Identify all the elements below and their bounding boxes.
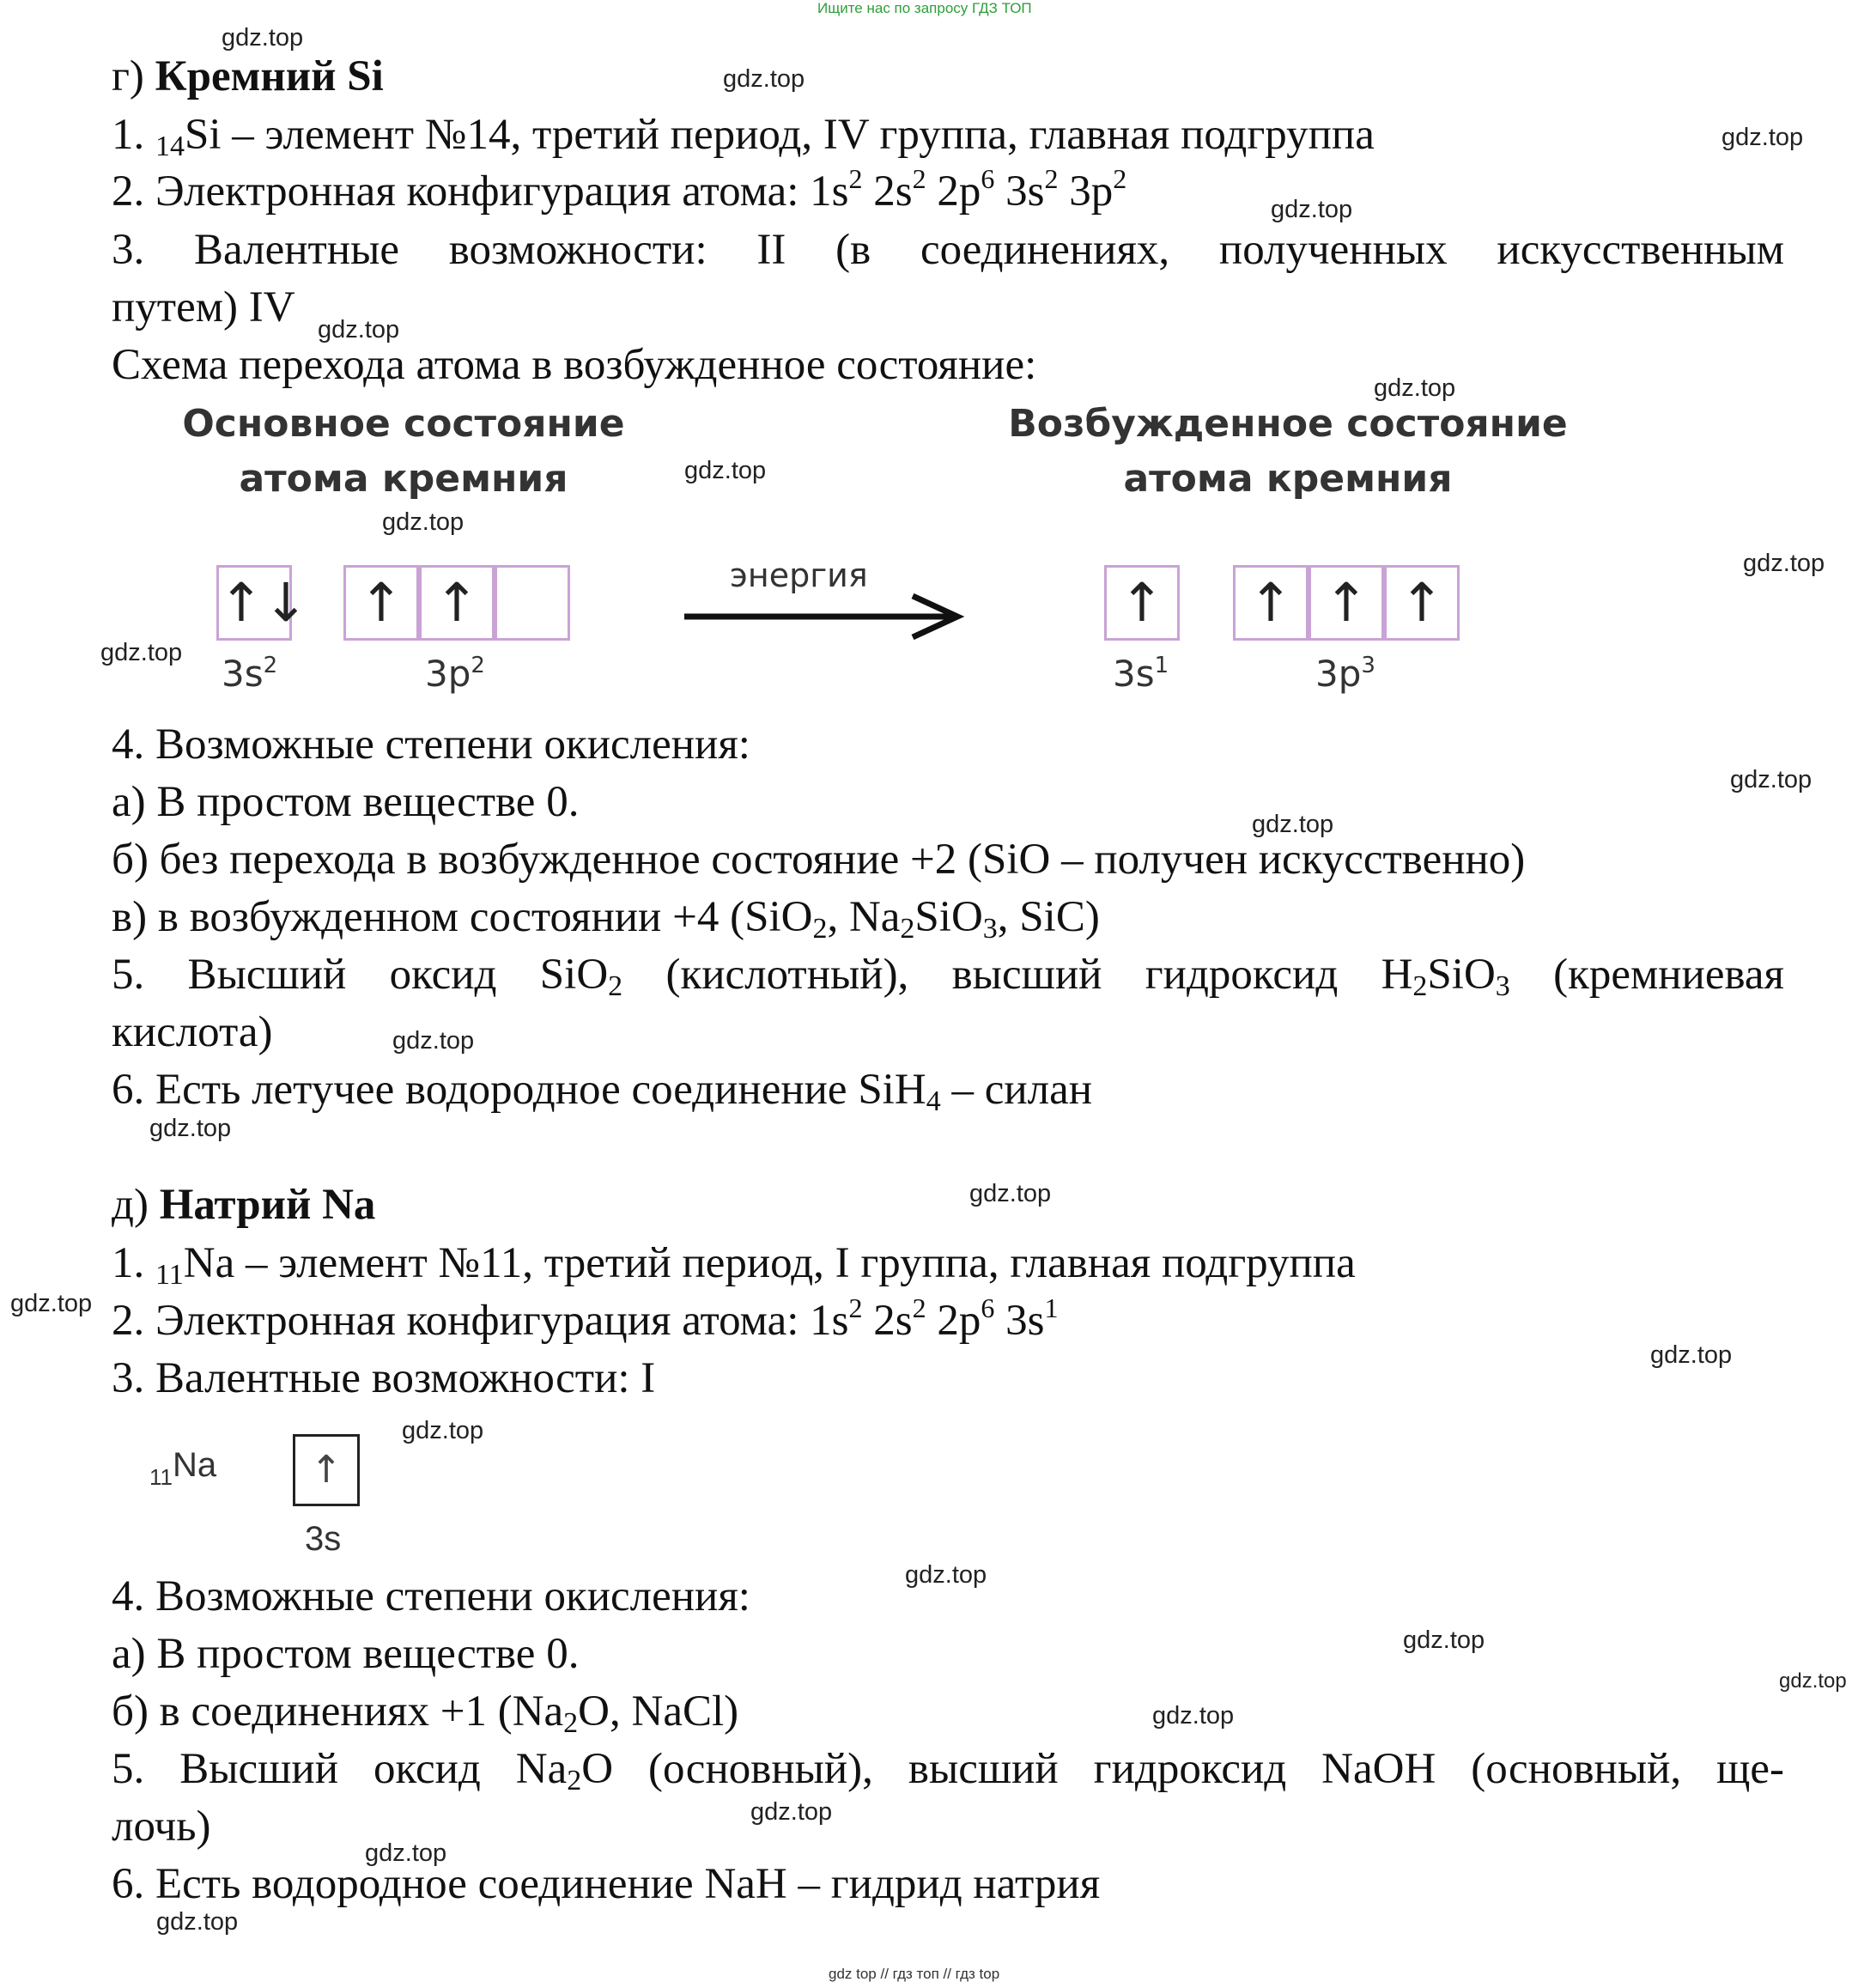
na-p4b-t1: б) в соединениях +1 (Na: [112, 1687, 564, 1736]
si-point-4c: [112, 891, 1100, 949]
watermark: gdz.top: [1650, 1341, 1733, 1369]
ground-3p-box-1: ↑: [343, 565, 419, 641]
si-point-3b: путем) IV: [112, 283, 295, 331]
si-p5-s2: 2: [1412, 970, 1428, 1002]
excited-3s-base: 3s: [1113, 653, 1155, 695]
watermark: gdz.top: [1271, 196, 1353, 223]
excited-3p-box-3: ↑: [1384, 565, 1460, 641]
footer-text: gdz top // гдз топ // гдз top: [829, 1966, 1000, 1982]
watermark: gdz.top: [905, 1561, 987, 1589]
na-p2-t4: 3s: [994, 1297, 1045, 1345]
na-diagram-symbol: Na: [173, 1446, 217, 1484]
si-point-4a: а) В простом веществе 0.: [112, 778, 580, 826]
na-diagram-label: [149, 1446, 217, 1490]
na-p5-s1: 2: [567, 1765, 582, 1796]
ground-3s-box: ↑↓: [216, 565, 292, 641]
si-p4c-t3: SiO: [914, 893, 983, 941]
si-point-1: [112, 108, 1375, 167]
watermark: gdz.top: [1730, 766, 1812, 793]
na-p1-sub: 11: [155, 1259, 184, 1291]
si-p2-t1: 2. Электронная конфигурация атома: 1s: [112, 167, 849, 216]
na-p2-s4: 1: [1044, 1292, 1059, 1323]
si-p1-text: Si – элемент №14, третий период, IV группа, главная подгруппа: [185, 111, 1375, 159]
ground-3p-box-3: [495, 565, 570, 641]
na-point-6: 6. Есть водородное соединение NaH – гидрид натрия: [112, 1860, 1101, 1908]
na-point-5b: лочь): [112, 1803, 211, 1851]
si-p1-num: 1.: [112, 111, 155, 159]
watermark: gdz.top: [1743, 550, 1825, 577]
si-p2-s5: 2: [1113, 163, 1127, 194]
si-p2-s3: 6: [981, 163, 995, 194]
energy-label: энергия: [730, 556, 868, 594]
na-p2-s2: 2: [912, 1292, 926, 1323]
ground-3s-sup: 2: [263, 653, 278, 678]
si-point-6: [112, 1063, 1092, 1122]
si-p2-t4: 3s: [994, 167, 1045, 216]
na-p5-t1: 5. Высший оксид Na: [112, 1745, 568, 1793]
excited-3p-base: 3p: [1315, 653, 1362, 695]
watermark: gdz.top: [222, 24, 304, 52]
ground-3p-sup: 2: [471, 653, 485, 678]
excited-3s-sup: 1: [1154, 653, 1169, 678]
si-point-5: [112, 948, 1784, 1006]
ground-title-line1: Основное состояние: [182, 402, 625, 446]
si-heading-prefix: г): [112, 52, 155, 100]
na-heading-title: Натрий Na: [159, 1181, 376, 1229]
si-point-2: [112, 165, 1126, 222]
excited-3p-label: [1315, 653, 1375, 695]
si-heading: [112, 50, 384, 103]
si-p5-s1: 2: [608, 970, 623, 1002]
watermark: gdz.top: [750, 1798, 833, 1826]
si-p6-t1: 6. Есть летучее водородное соединение SiH: [112, 1066, 926, 1114]
si-heading-title: Кремний Si: [155, 52, 384, 100]
watermark: gdz.top: [1374, 374, 1456, 402]
na-diagram-sub: 11: [149, 1464, 173, 1490]
si-p4c-t1: в) в возбужденном состоянии +4 (SiO: [112, 893, 813, 941]
watermark: gdz.top: [684, 457, 767, 484]
si-p1-sub: 14: [155, 131, 185, 162]
excited-3p-box-2: ↑: [1308, 565, 1384, 641]
si-point-4b: б) без перехода в возбужденное состояние +2 (SiO – получен искусственно): [112, 836, 1526, 884]
na-p2-t1: 2. Электронная конфигурация атома: 1s: [112, 1297, 849, 1345]
na-3s-box: ↑: [293, 1434, 360, 1506]
ground-3p-base: 3p: [425, 653, 471, 695]
excited-3s-box: ↑: [1104, 565, 1180, 641]
watermark: gdz.top: [365, 1839, 447, 1867]
si-p5-s3: 3: [1495, 970, 1510, 1002]
na-3s-label: 3s: [305, 1520, 342, 1558]
watermark: gdz.top: [1403, 1626, 1485, 1654]
si-p5-t1: 5. Высший оксид SiO: [112, 951, 609, 999]
na-point-3: 3. Валентные возможности: I: [112, 1354, 656, 1402]
excited-state-title: [996, 397, 1580, 507]
na-p1-num: 1.: [112, 1239, 155, 1287]
na-point-4a: а) В простом веществе 0.: [112, 1630, 580, 1678]
si-p2-s4: 2: [1044, 163, 1059, 194]
na-p2-t3: 2p: [926, 1297, 981, 1345]
excited-3s-label: [1113, 653, 1169, 695]
si-p6-s1: 4: [926, 1085, 941, 1117]
na-point-1: [112, 1237, 1356, 1295]
ground-3p-label: [425, 653, 485, 695]
si-scheme-caption: Схема перехода атома в возбужденное состояние:: [112, 341, 1037, 389]
na-p5-t2: O (основный), высший гидроксид NaOH (основный, ще-: [581, 1745, 1784, 1793]
ground-state-title: [163, 397, 644, 507]
si-p4c-s2: 2: [900, 913, 915, 945]
si-p6-t2: – силан: [940, 1066, 1092, 1114]
na-p2-s1: 2: [848, 1292, 863, 1323]
si-p4c-s3: 3: [982, 913, 998, 945]
si-point-4: 4. Возможные степени окисления:: [112, 720, 750, 769]
si-p2-t2: 2s: [862, 167, 913, 216]
si-p2-s2: 2: [912, 163, 926, 194]
si-p2-t5: 3p: [1058, 167, 1114, 216]
na-p2-s3: 6: [981, 1292, 995, 1323]
excited-title-line2: атома кремния: [1123, 457, 1453, 501]
excited-3p-sup: 3: [1361, 653, 1375, 678]
watermark: gdz.top: [402, 1417, 484, 1444]
watermark: gdz.top: [382, 508, 464, 536]
watermark: gdz.top: [969, 1180, 1052, 1207]
watermark: gdz.top: [149, 1115, 232, 1142]
na-heading: [112, 1178, 375, 1231]
si-point-3a: 3. Валентные возможности: II (в соединениях, полученных искусственным: [112, 226, 1784, 274]
si-p4c-t4: , SiC): [997, 893, 1100, 941]
na-p4b-s1: 2: [563, 1707, 579, 1739]
watermark: gdz.top: [723, 65, 805, 93]
si-p4c-t2: , Na: [827, 893, 901, 941]
watermark: gdz.top: [10, 1290, 93, 1317]
si-p5-t2: (кислотный), высший гидроксид H: [622, 951, 1413, 999]
watermark: gdz.top: [318, 316, 400, 343]
na-p4b-t2: O, NaCl): [578, 1687, 739, 1736]
na-heading-prefix: д): [112, 1181, 160, 1229]
na-point-4b: [112, 1685, 738, 1743]
na-point-4: 4. Возможные степени окисления:: [112, 1572, 750, 1620]
si-p5-t4: (кремниевая: [1509, 951, 1784, 999]
ground-3p-box-2: ↑: [419, 565, 495, 641]
ground-3s-label: [222, 653, 277, 695]
si-p2-s1: 2: [848, 163, 863, 194]
excited-title-line1: Возбужденное состояние: [1008, 402, 1568, 446]
watermark: gdz.top: [1721, 124, 1804, 151]
si-point-5b: кислота): [112, 1008, 273, 1056]
top-banner: Ищите нас по запросу ГДЗ ТОП: [817, 0, 1032, 16]
na-point-2: [112, 1294, 1058, 1352]
watermark: gdz.top: [1779, 1669, 1847, 1693]
na-p1-text: Na – элемент №11, третий период, I группа, главная подгруппа: [183, 1239, 1356, 1287]
excited-3p-box-1: ↑: [1233, 565, 1308, 641]
energy-arrow-icon: [683, 593, 966, 641]
ground-3s-base: 3s: [222, 653, 264, 695]
watermark: gdz.top: [1252, 811, 1334, 838]
si-p5-t3: SiO: [1427, 951, 1496, 999]
si-p4c-s1: 2: [812, 913, 828, 945]
ground-title-line2: атома кремния: [239, 457, 568, 501]
si-p2-t3: 2p: [926, 167, 981, 216]
watermark: gdz.top: [392, 1027, 475, 1055]
watermark: gdz.top: [156, 1908, 239, 1936]
watermark: gdz.top: [100, 639, 183, 666]
na-p2-t2: 2s: [862, 1297, 913, 1345]
watermark: gdz.top: [1152, 1702, 1235, 1730]
na-point-5: [112, 1742, 1784, 1801]
